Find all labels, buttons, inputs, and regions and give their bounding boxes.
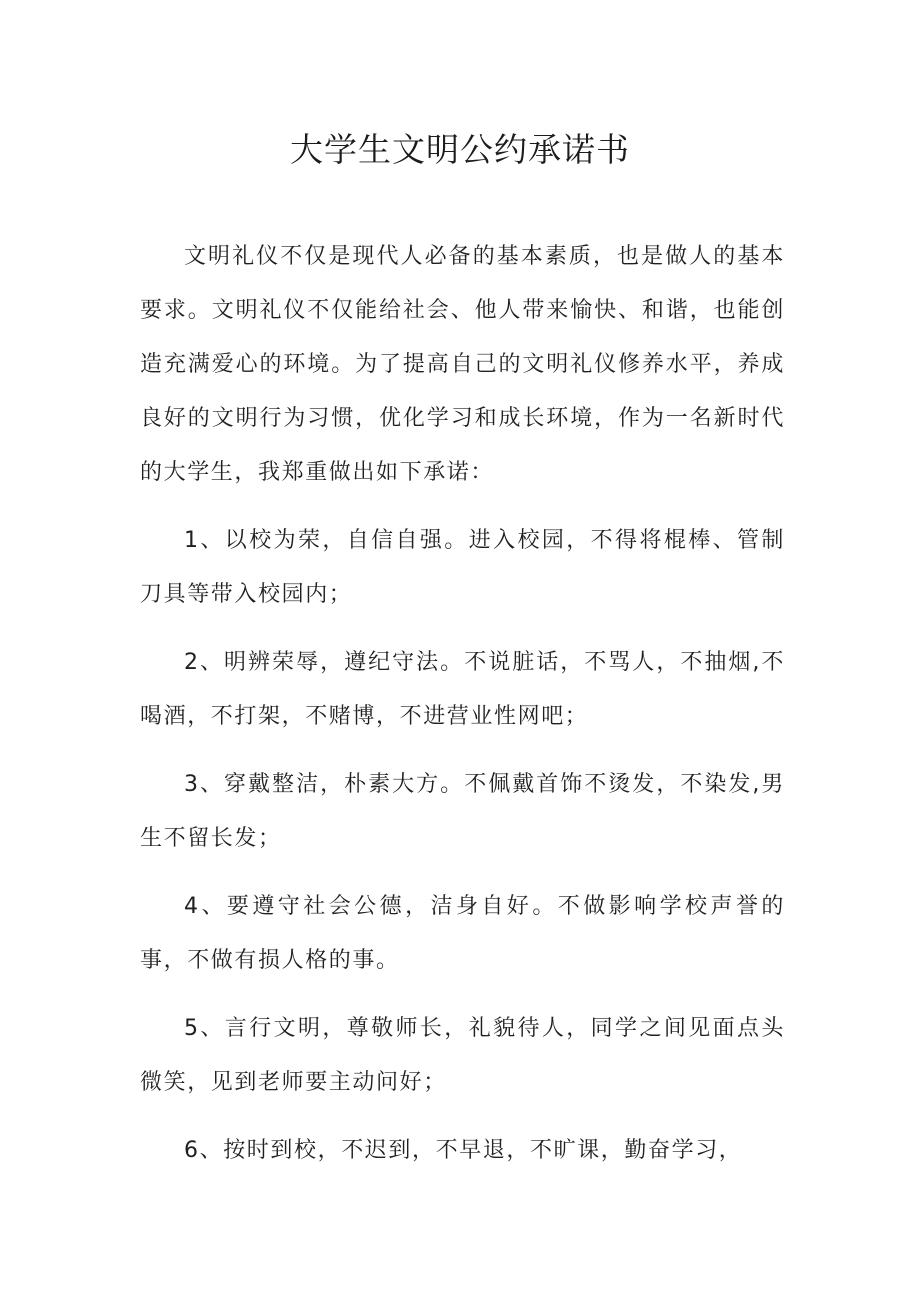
- pledge-item-3: 3、穿戴整洁，朴素大方。不佩戴首饰不烫发，不染发,男生不留长发；: [140, 772, 785, 851]
- pledge-item-5: 5、言行文明，尊敬师长，礼貌待人，同学之间见面点头微笑，见到老师要主动问好；: [140, 1016, 785, 1095]
- pledge-item-1: 1、以校为荣，自信自强。进入校园，不得将棍棒、管制刀具等带入校园内；: [140, 528, 785, 607]
- pledge-item-4: 4、要遵守社会公德，洁身自好。不做影响学校声誉的事，不做有损人格的事。: [140, 894, 785, 973]
- intro-paragraph: 文明礼仪不仅是现代人必备的基本素质，也是做人的基本要求。文明礼仪不仅能给社会、他人带来愉快、和谐，也能创造充满爱心的环境。为了提高自己的文明礼仪修养水平，养成良好的文明行为习惯，优化学习和成长环境，作为一名新时代的大学生，我郑重做出如下承诺：: [140, 244, 785, 485]
- document-title: 大学生文明公约承诺书: [290, 130, 630, 169]
- pledge-item-6: 6、按时到校，不迟到，不早退，不旷课，勤奋学习，: [184, 1138, 743, 1163]
- document-body: [140, 230, 785, 1192]
- pledge-item-2: 2、明辨荣辱，遵纪守法。不说脏话，不骂人，不抽烟,不喝酒，不打架，不赌博，不进营业性网吧；: [140, 650, 785, 729]
